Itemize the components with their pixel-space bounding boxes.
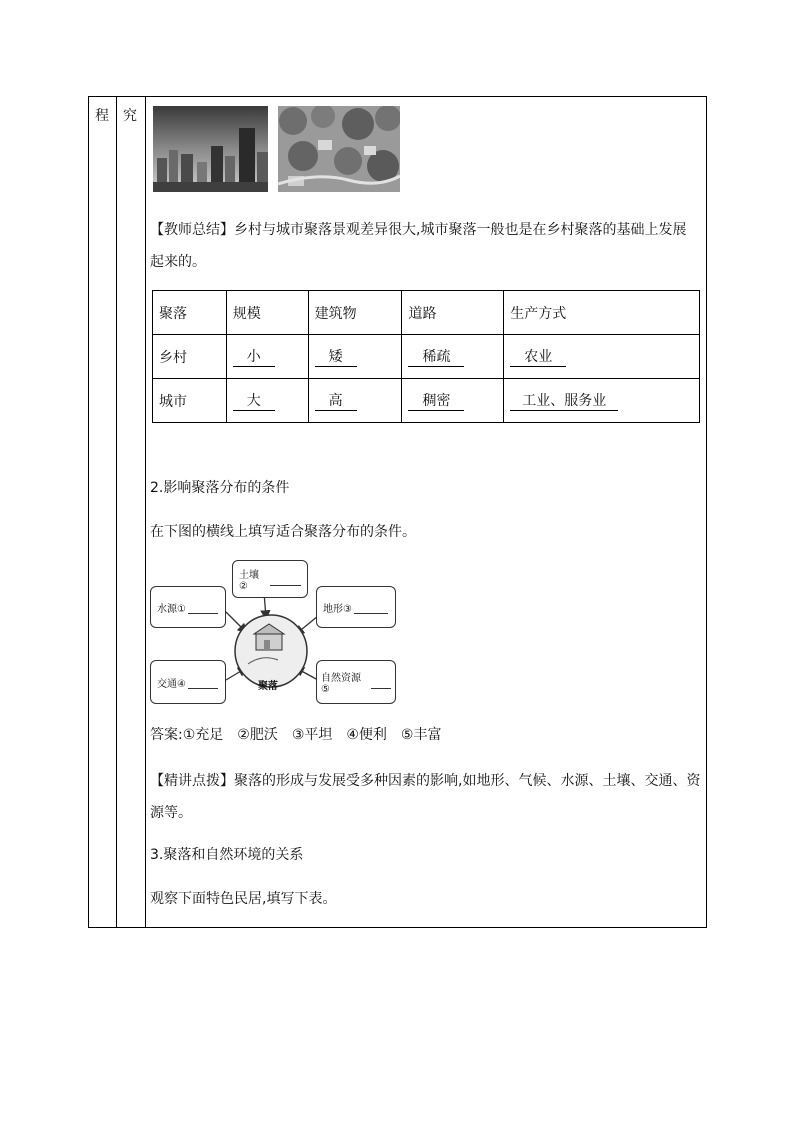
soil-label: 土壤② <box>239 570 259 592</box>
answer-line <box>188 601 218 614</box>
table-cell <box>402 335 504 379</box>
table-cell <box>308 379 402 423</box>
key-points <box>150 765 702 829</box>
section-2-instruction: 在下图的横线上填写适合聚落分布的条件。 <box>150 524 416 540</box>
table-header-cell: 道路 <box>402 291 504 335</box>
teacher-summary-label: 【教师总结】 <box>150 222 234 238</box>
table-cell <box>402 379 504 423</box>
teacher-summary-text-cont: 起来的。 <box>150 254 206 270</box>
table-cell <box>308 335 402 379</box>
water-label: 水源① <box>157 603 186 615</box>
soil-box <box>232 560 308 598</box>
transport-box <box>150 660 226 704</box>
table-row <box>153 379 700 423</box>
column-divider <box>145 97 146 927</box>
resources-box <box>316 660 396 704</box>
answer-blank: 工业、服务业 <box>510 390 618 411</box>
section-3-instruction: 观察下面特色民居,填写下表。 <box>150 891 337 907</box>
table-row <box>153 335 700 379</box>
section-2-title: 2.影响聚落分布的条件 <box>150 480 290 496</box>
settlement-comparison-table <box>152 290 700 423</box>
terrain-box <box>316 586 396 628</box>
section-3-title: 3.聚落和自然环境的关系 <box>150 847 304 863</box>
table-header-cell: 建筑物 <box>308 291 402 335</box>
table-cell <box>226 379 308 423</box>
answer-blank: 矮 <box>315 346 357 367</box>
key-points-label: 【精讲点拨】 <box>150 773 234 789</box>
answer-blank: 稀疏 <box>408 346 464 367</box>
answer-blank: 农业 <box>510 346 566 367</box>
table-header-cell: 聚落 <box>153 291 227 335</box>
section-label-2: 究 <box>123 108 137 124</box>
resources-label: 自然资源⑤ <box>321 673 361 695</box>
settlement-conditions-diagram <box>150 556 400 708</box>
table-cell: 乡村 <box>153 335 227 379</box>
answer-blank: 高 <box>315 390 357 411</box>
settlement-center-label: 聚落 <box>258 681 278 692</box>
terrain-label: 地形③ <box>323 603 352 615</box>
column-divider <box>116 97 117 927</box>
table-cell <box>504 335 700 379</box>
table-cell <box>504 379 700 423</box>
table-cell: 城市 <box>153 379 227 423</box>
answer-blank: 大 <box>233 390 275 411</box>
transport-label: 交通④ <box>157 678 186 690</box>
village-photo <box>278 106 400 192</box>
answer-line <box>354 601 388 614</box>
section-label-1: 程 <box>95 108 109 124</box>
answer-line <box>270 573 301 586</box>
water-box <box>150 586 226 628</box>
table-header-row <box>153 291 700 335</box>
city-photo <box>153 106 268 192</box>
answer-text: 答案:①充足 ②肥沃 ③平坦 ④便利 ⑤丰富 <box>150 727 442 743</box>
key-points-text-cont: 源等。 <box>150 805 192 821</box>
table-header-cell: 生产方式 <box>504 291 700 335</box>
key-points-text: 聚落的形成与发展受多种因素的影响,如地形、气候、水源、土壤、交通、资 <box>234 773 701 789</box>
teacher-summary-text: 乡村与城市聚落景观差异很大,城市聚落一般也是在乡村聚落的基础上发展 <box>234 222 687 238</box>
answer-blank: 稠密 <box>408 390 464 411</box>
table-cell <box>226 335 308 379</box>
teacher-summary <box>150 214 702 278</box>
answer-line <box>371 676 391 689</box>
table-header-cell: 规模 <box>226 291 308 335</box>
answer-line <box>188 676 218 689</box>
answer-blank: 小 <box>233 346 275 367</box>
